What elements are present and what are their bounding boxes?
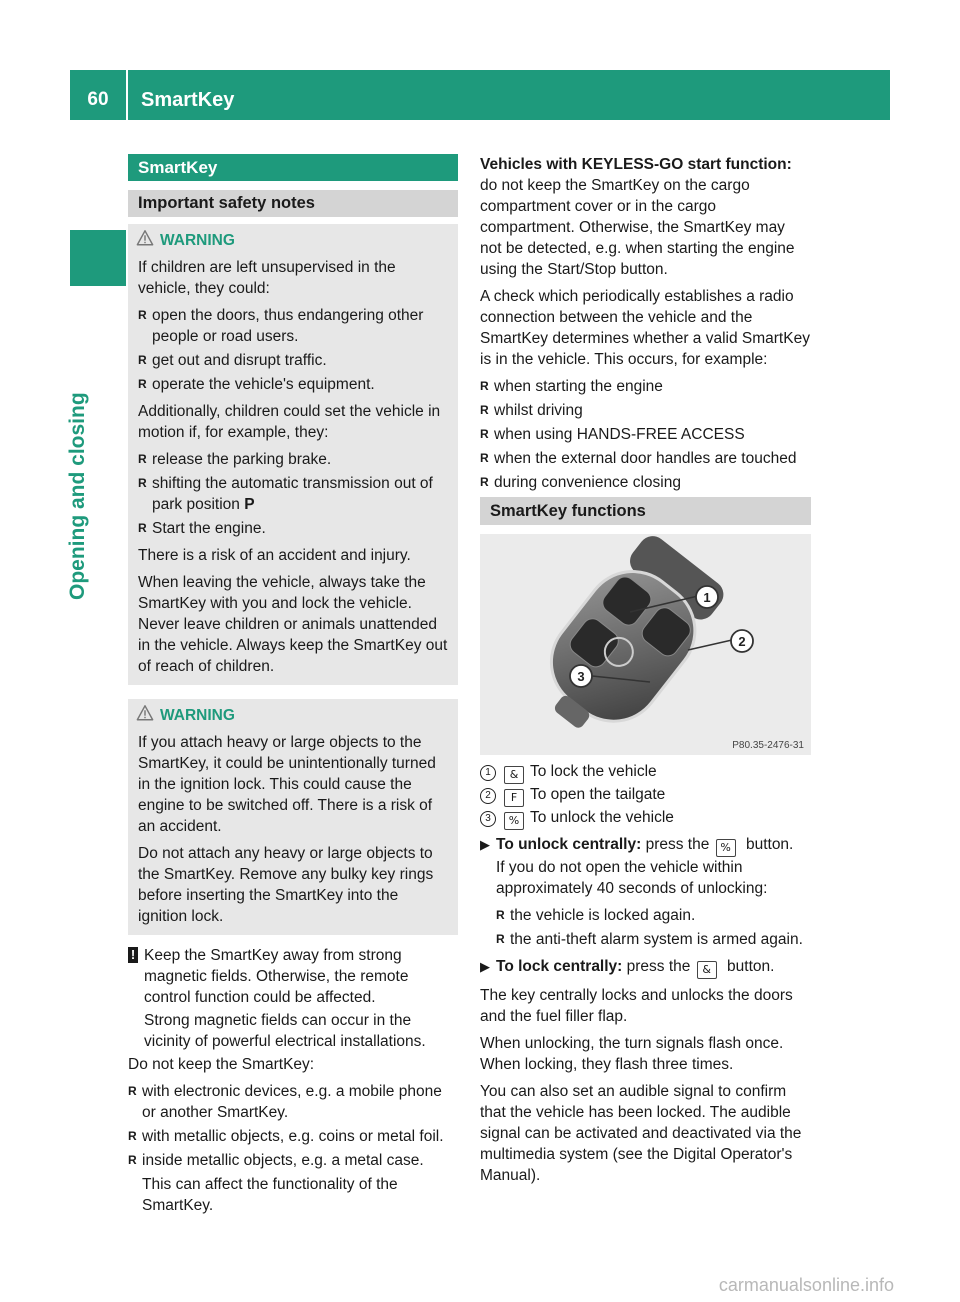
callout-1: [696, 586, 718, 608]
list-item: R shifting the automatic transmission out of park position P: [138, 473, 448, 515]
right-column: [480, 154, 810, 499]
list-item: R when using HANDS-FREE ACCESS: [480, 424, 810, 445]
warning-risk: There is a risk of an accident and injury.: [138, 547, 411, 564]
step-unlock: ▶ To unlock centrally: press the % button.: [480, 834, 810, 857]
list-item: R during convenience closing: [480, 472, 810, 493]
warning-box-children: [128, 224, 458, 685]
donot-intro: Do not keep the SmartKey:: [128, 1056, 315, 1073]
paragraph-flash: When unlocking, the turn signals flash once. When locking, they flash three times.: [480, 1035, 784, 1073]
unlock-list: [480, 905, 810, 950]
step-arrow-icon: ▶: [480, 959, 490, 974]
list-item: R the anti-theft alarm system is armed again.: [496, 929, 810, 950]
lock-icon: &: [504, 766, 524, 784]
unlock-sub: If you do not open the vehicle within approximately 40 seconds of unlocking:: [496, 859, 768, 897]
legend-item: 3 % To unlock the vehicle: [480, 807, 810, 830]
step-arrow-icon: ▶: [480, 837, 490, 852]
warning-mid: Additionally, children could set the vehicle in motion if, for example, they:: [138, 403, 441, 441]
smartkey-drawing: [480, 534, 811, 755]
header-title: SmartKey: [141, 89, 235, 111]
callout-2: [731, 630, 753, 652]
chapter-tab-marker: [70, 230, 126, 286]
list-item: R the vehicle is locked again.: [496, 905, 810, 926]
svg-text:3: 3: [577, 669, 585, 684]
list-item: R when the external door handles are touched: [480, 448, 810, 469]
warning-list-2: [138, 449, 448, 539]
step-lock: ▶ To lock centrally: press the & button.: [480, 956, 810, 979]
list-item: R operate the vehicle's equipment.: [138, 374, 448, 395]
page-number: 60: [87, 89, 109, 110]
list-item: R whilst driving: [480, 400, 810, 421]
warning-text: If you attach heavy or large objects to the SmartKey, it could be unintentionally turned in the ignition lock. This could cause the engine to be switched off. There is a risk of an accident.: [138, 734, 436, 835]
legend-item: 2 F To open the tailgate: [480, 784, 810, 807]
warning-triangle-icon: [136, 229, 154, 247]
list-item: R release the parking brake.: [138, 449, 448, 470]
warning-list-1: [138, 305, 448, 395]
list-item: R Start the engine.: [138, 518, 448, 539]
left-column: [128, 154, 458, 1216]
list-item: R get out and disrupt traffic.: [138, 350, 448, 371]
smartkey-illustration: [480, 534, 811, 755]
check-list: [480, 376, 810, 493]
donot-after: This can affect the functionality of the SmartKey.: [142, 1176, 398, 1214]
check-paragraph: A check which periodically establishes a radio connection between the vehicle and the SmartKey determines whether a valid SmartKey is in the vehicle. This occurs, for example:: [480, 288, 810, 368]
warning-advice: When leaving the vehicle, always take the SmartKey with you and lock the vehicle. Never leave children or animals unattended in the vehicle. Always keep the SmartKey out of reach of children.: [138, 574, 448, 675]
svg-text:2: 2: [738, 634, 746, 649]
tailgate-icon: F: [504, 789, 524, 807]
paragraph-audible: You can also set an audible signal to confirm that the vehicle has been locked. The audible signal can be activated and deactivated via the multimedia system (see the Digital Operator's Manual).: [480, 1083, 802, 1184]
callout-3: [570, 665, 592, 687]
list-item: R when starting the engine: [480, 376, 810, 397]
warning-heading: WARNING: [160, 705, 448, 726]
donot-list: [128, 1081, 458, 1171]
warning-box-key-objects: [128, 699, 458, 935]
note-text: Strong magnetic fields can occur in the vicinity of powerful electrical installations.: [144, 1012, 426, 1050]
image-code: P80.35-2476-31: [732, 740, 804, 751]
section-title: SmartKey: [128, 154, 458, 181]
list-item: R with metallic objects, e.g. coins or metal foil.: [128, 1126, 458, 1147]
watermark: carmanualsonline.info: [718, 1275, 894, 1295]
warning-heading: WARNING: [160, 230, 448, 251]
list-item: R open the doors, thus endangering other people or road users.: [138, 305, 448, 347]
svg-text:1: 1: [703, 590, 711, 605]
keyless-paragraph: Vehicles with KEYLESS-GO start function: do not keep the SmartKey on the cargo compartment cover or in the cargo compartment. Otherwise, the SmartKey may not be detected, e.g. when starting the engine using the Start/Stop button.: [480, 156, 795, 278]
functions-title: SmartKey functions: [480, 497, 811, 525]
list-item: R with electronic devices, e.g. a mobile phone or another SmartKey.: [128, 1081, 458, 1123]
note-magnetic: [128, 945, 458, 1052]
right-column-lower: [480, 761, 810, 1186]
paragraph-doors: The key centrally locks and unlocks the doors and the fuel filler flap.: [480, 987, 793, 1025]
chapter-side-title: Opening and closing: [66, 392, 89, 600]
warning-text: Do not attach any heavy or large objects to the SmartKey. Remove any bulky key rings before inserting the SmartKey into the ignition lock.: [138, 845, 434, 925]
subsection-title: Important safety notes: [128, 190, 458, 217]
legend-item: 1 & To lock the vehicle: [480, 761, 810, 784]
note-text: Keep the SmartKey away from strong magnetic fields. Otherwise, the remote control function could be affected.: [144, 947, 409, 1006]
warning-intro: If children are left unsupervised in the vehicle, they could:: [138, 259, 396, 297]
lock-icon: &: [697, 961, 717, 979]
unlock-icon: %: [504, 812, 524, 830]
park-position: P: [244, 496, 255, 513]
note-exclamation-icon: !: [128, 947, 138, 963]
header-divider: [126, 70, 128, 120]
list-item: R inside metallic objects, e.g. a metal case.: [128, 1150, 458, 1171]
warning-triangle-icon: [136, 704, 154, 722]
unlock-icon: %: [716, 839, 736, 857]
